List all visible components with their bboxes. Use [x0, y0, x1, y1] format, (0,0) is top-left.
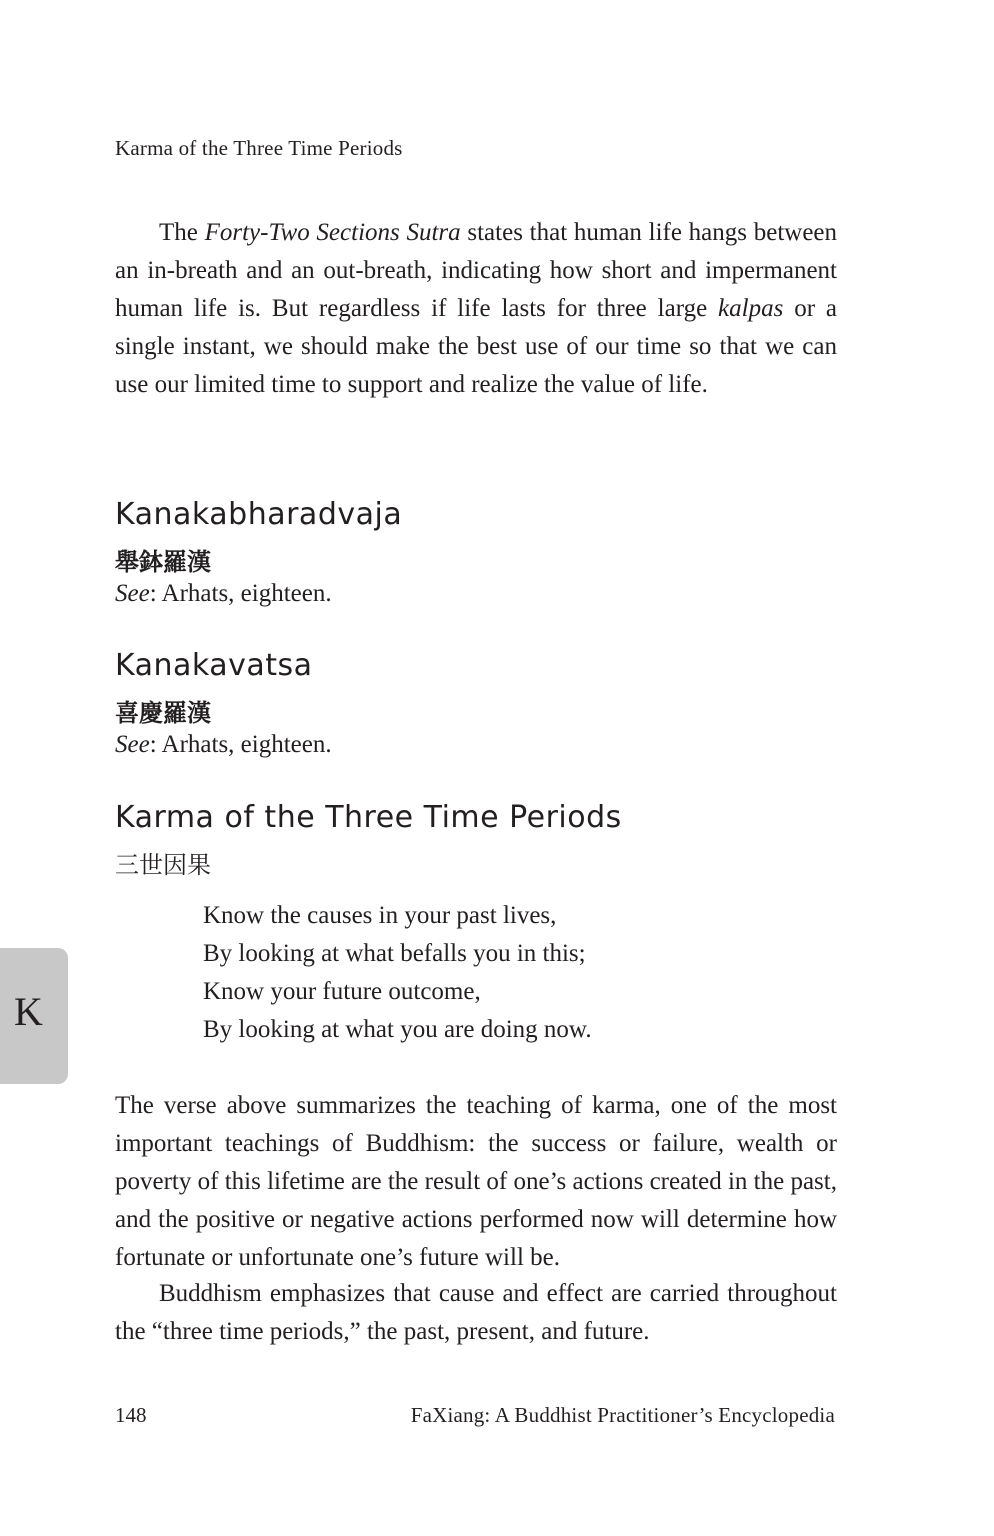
intro-text-end: or a single instant, we should make the best use of our time so that we can use our limited time to support and realize the value of life. — [115, 295, 838, 398]
entry-title-kanakabharadvaja: Kanakabharadvaja — [115, 497, 403, 532]
see-label: See — [115, 731, 150, 758]
kalpas-term: kalpas — [718, 295, 784, 322]
intro-paragraph — [115, 214, 837, 404]
verse-line: Know your future outcome, — [203, 978, 481, 1005]
verse — [203, 897, 592, 1049]
verse-line: By looking at what befalls you in this; — [203, 940, 586, 967]
entry-title-karma: Karma of the Three Time Periods — [115, 800, 622, 835]
entry-chinese-karma: 三世因果 — [115, 851, 211, 879]
thumb-index-letter: K — [14, 989, 43, 1034]
page-number: 148 — [115, 1403, 147, 1427]
sutra-title: Forty-Two Sections Sutra — [204, 219, 461, 246]
body-paragraph: The verse above summarizes the teaching of karma, one of the most important teachings of Buddhism: the success or failure, wealth or poverty of this lifetime are the result of one’s actions created in the past, and the positive or negative actions performed now will determine how fortunate or unfortunate one’s future will be. — [115, 1092, 837, 1271]
intro-text-middle: states that human life hangs between an in-breath and an out-breath, indicating how short and impermanent human life is. But regardless if life lasts for three large — [115, 219, 838, 322]
see-label: See — [115, 580, 150, 607]
body-paragraph: Buddhism emphasizes that cause and effect are carried throughout the “three time periods,” the past, present, and future. — [115, 1280, 837, 1345]
verse-line: By looking at what you are doing now. — [203, 1016, 592, 1043]
see-target: : Arhats, eighteen. — [149, 731, 332, 758]
entry-chinese-kanakavatsa: 喜慶羅漢 — [115, 699, 211, 727]
see-reference-kanakabharadvaja — [115, 580, 332, 608]
running-head: Karma of the Three Time Periods — [115, 136, 403, 160]
see-reference-kanakavatsa — [115, 731, 332, 759]
entry-title-kanakavatsa: Kanakavatsa — [115, 648, 313, 683]
entry-chinese-kanakabharadvaja: 舉鉢羅漢 — [115, 548, 211, 576]
see-target: : Arhats, eighteen. — [149, 580, 332, 607]
intro-text-start: The — [159, 219, 205, 246]
book-title: FaXiang: A Buddhist Practitioner’s Encyclopedia — [410, 1403, 835, 1427]
verse-line: Know the causes in your past lives, — [203, 902, 557, 929]
